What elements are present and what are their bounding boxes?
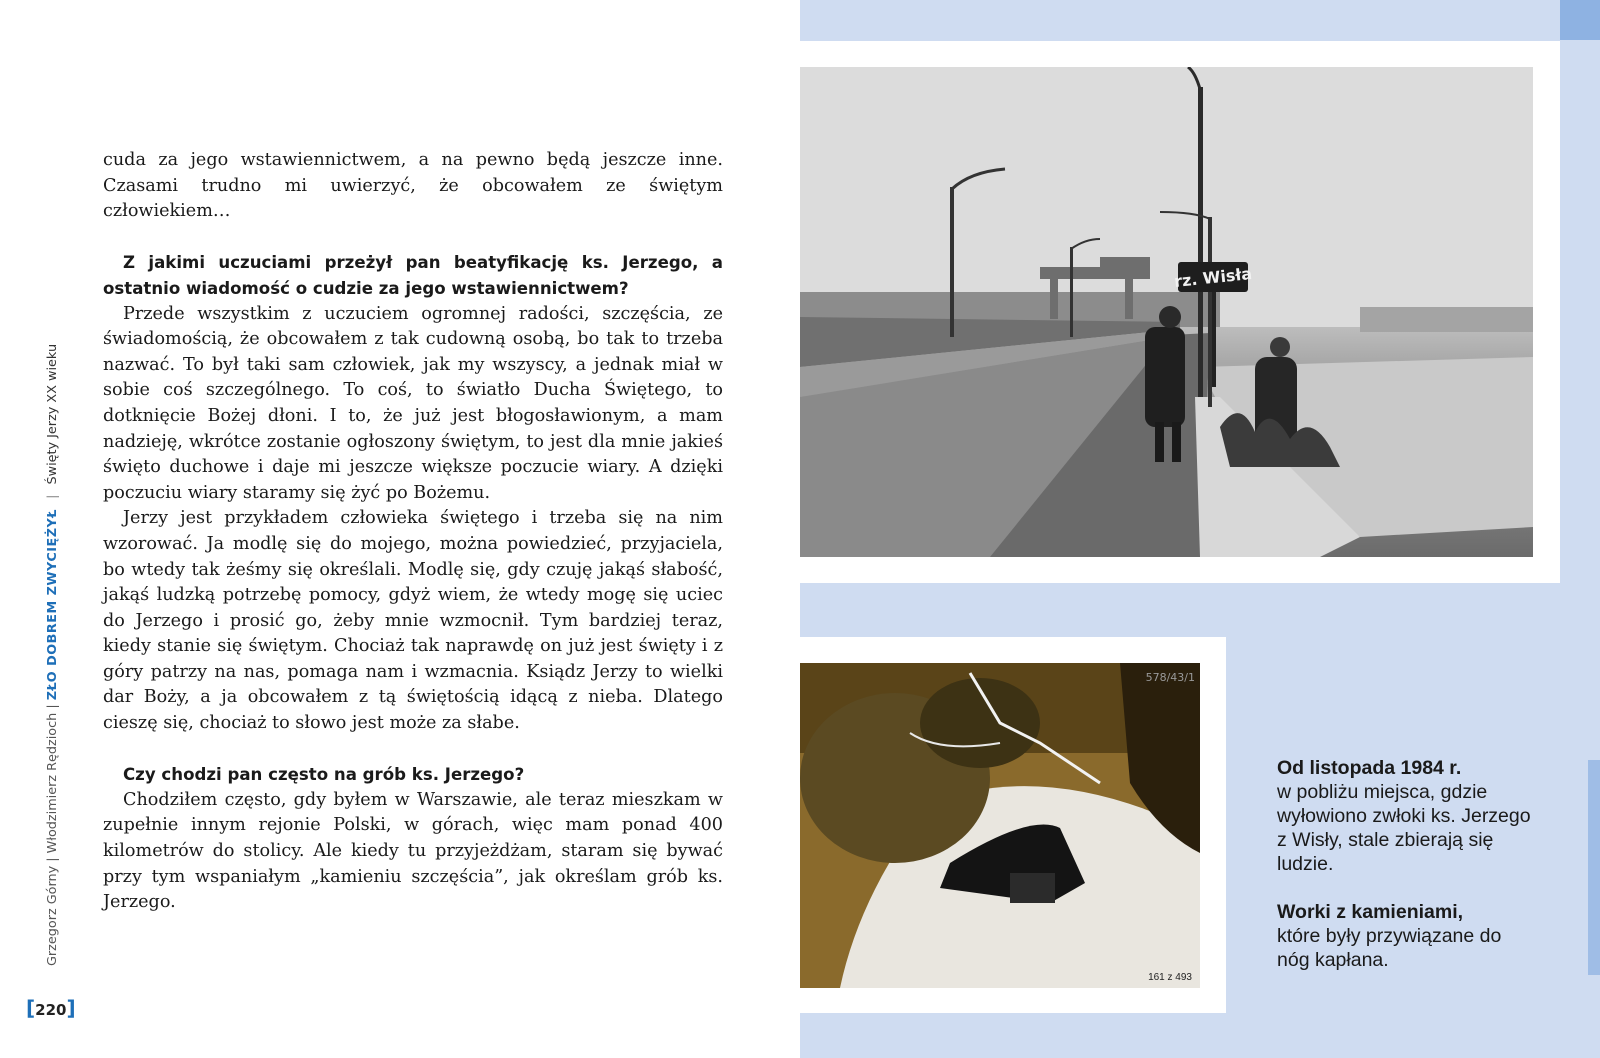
page-number-value: 220 <box>35 1001 67 1019</box>
caption-2-text: które były przywiązane do nóg kapłana. <box>1277 925 1502 971</box>
question-2: Czy chodzi pan często na grób ks. Jerzego? <box>123 765 525 785</box>
photo-counter: 161 z 493 <box>1148 972 1192 983</box>
page-number <box>26 996 76 1020</box>
paragraph-2: Przede wszystkim z uczuciem ogromnej radości, szczęścia, ze świadomością, że obcowałem z tak cudowną osobą, bo tak to trzeba nazwać. To był taki sam człowiek, jak my wszyscy, a jednak miał w sobie coś szczególnego. To coś, to światło Ducha Świętego, to dotknięcie Bożej dłoni. I to, że już jest błogosławionym, a mam nadzieję, wkrótce zostanie ogłoszony świętym, to jest dla mnie jakieś święto duchowe i daje mi jeszcze większe poczucie wiary. A dzięki poczuciu wiary staramy się żyć po Bożemu. <box>103 303 723 503</box>
page-number-open-bracket: [ <box>26 996 36 1020</box>
caption-2-lead: Worki z kamieniami, <box>1277 901 1464 923</box>
body-text <box>103 148 723 916</box>
corner-accent-tab <box>1560 0 1600 40</box>
paragraph-4: Chodziłem często, gdy byłem w Warszawie, ale teraz mieszkam w zupełnie innym rejonie Polski, w górach, więc mam ponad 400 kilometrów do stolicy. Ale kiedy tu przyjeżdżam, staram się bywać przy tym wspaniałym „kamieniu szczęścia”, jak określam grób ks. Jerzego. <box>103 789 723 913</box>
caption-1 <box>1277 756 1537 876</box>
running-head-authors: Grzegorz Górny | Włodzimierz Rędzioch | <box>45 704 60 966</box>
running-head-title: Święty Jerzy XX wieku <box>45 343 60 485</box>
paragraph-1: cuda za jego wstawiennictwem, a na pewno będą jeszcze inne. Czasami trudno mi uwierzyć, że obcowałem ze świętym człowiekiem… <box>103 150 723 222</box>
caption-2 <box>1277 900 1537 972</box>
captions <box>1277 756 1537 972</box>
running-head-separator: | <box>45 494 60 499</box>
bridge-scene <box>800 67 1533 557</box>
caption-1-lead: Od listopada 1984 r. <box>1277 757 1462 779</box>
running-head-series: ZŁO DOBREM ZWYCIĘŻYŁ <box>45 508 60 701</box>
photo-bridge-wisla <box>800 67 1533 557</box>
sacks-scene <box>800 663 1200 988</box>
man-figure <box>1145 327 1185 427</box>
caption-1-text: w pobliżu miejsca, gdzie wyłowiono zwłoki ks. Jerzego z Wisły, stale zbierają się ludzie. <box>1277 781 1531 875</box>
running-head <box>42 286 64 966</box>
question-1: Z jakimi uczuciami przeżył pan beatyfikację ks. Jerzego, a ostatnio wiadomość o cudzie za jego wstawiennictwem? <box>103 253 723 298</box>
photo-stamp: 578/43/1 <box>1145 671 1195 684</box>
photo-sacks <box>800 663 1200 988</box>
river-sign-text: rz. Wisła <box>1173 263 1253 292</box>
page-number-close-bracket: ] <box>66 996 76 1020</box>
paragraph-3: Jerzy jest przykładem człowieka świętego i trzeba się na nim wzorować. Ja modlę się do mojego, można powiedzieć, przyjaciela, bo wtedy tak żeśmy się określali. Modlę się, gdy czuję jakąś słabość, jakąś ludzką potrzebę pomocy, gdyż wiem, że wtedy mogę się uciec do Jerzego i prosić go, żeby mnie wzmocnił. Tym bardziej teraz, kiedy stanie się świętym. Chociaż tak naprawdę on już jest święty i z góry patrzy na nas, pomaga nam i wzmacnia. Ksiądz Jerzy to wielki dar Boży, a ja obcowałem z tą świętością idącą z nieba. Dlatego cieszę się, chociaż to słowo jest może za słabe. <box>103 508 723 734</box>
edge-accent-bar <box>1588 760 1600 975</box>
